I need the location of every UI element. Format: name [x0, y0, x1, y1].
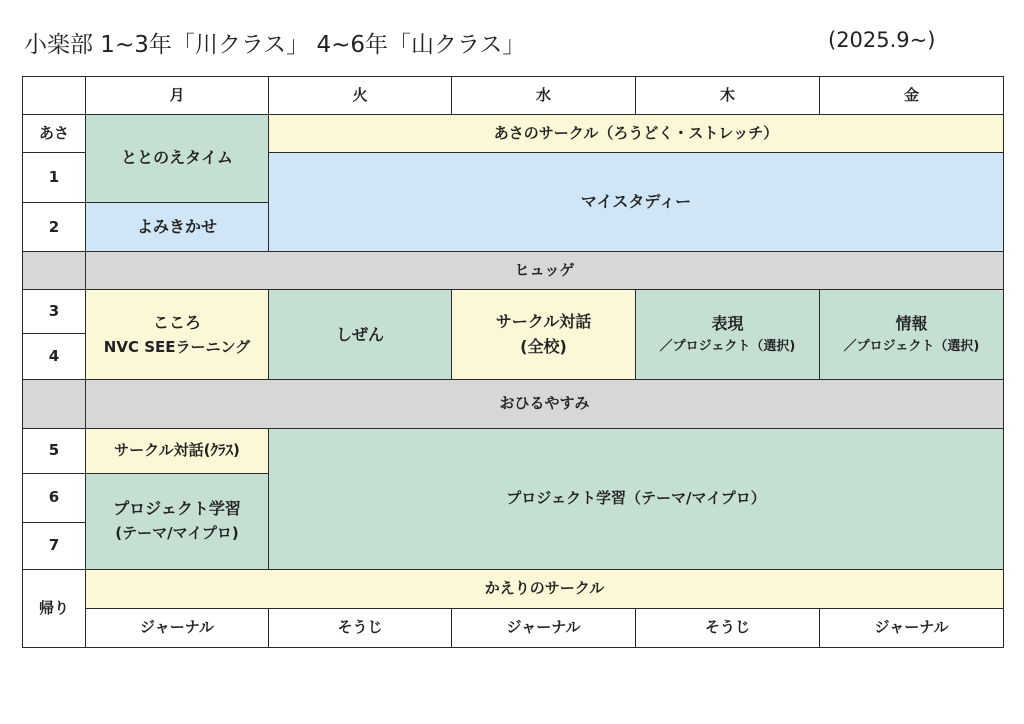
page-title: 小楽部 1~3年「川クラス」 4~6年「山クラス」	[24, 32, 526, 58]
cell-asa-circle: あさのサークル（ろうどく・ストレッチ）	[269, 115, 1004, 153]
period-label-6: 6	[23, 473, 86, 522]
break-label-ohiru	[23, 380, 86, 428]
period-label-3: 3	[23, 290, 86, 334]
cell-circle-class: サークル対話(ｸﾗｽ)	[86, 428, 269, 473]
cell-project-mon-title: プロジェクト学習	[113, 499, 241, 519]
period-label-asa: あさ	[23, 115, 86, 153]
schedule-date: (2025.9~)	[828, 28, 936, 52]
cell-circle-dialogue	[452, 290, 636, 380]
cell-project-mon-subtitle: (テーマ/マイプロ)	[115, 523, 239, 542]
period-label-2: 2	[23, 203, 86, 252]
cell-yomikikase: よみきかせ	[86, 203, 269, 252]
cell-shizen: しぜん	[269, 290, 452, 380]
cell-jouhou-subtitle: ／プロジェクト（選択)	[843, 339, 980, 355]
period-label-7: 7	[23, 522, 86, 569]
period-label-1: 1	[23, 153, 86, 203]
cell-circle-dialogue-subtitle: (全校)	[520, 336, 567, 356]
period-label-4: 4	[23, 334, 86, 380]
cell-kokoro-subtitle: NVC SEEラーニング	[103, 337, 251, 356]
cell-kokoro-title: こころ	[152, 312, 201, 332]
cell-journal-fri: ジャーナル	[820, 608, 1004, 647]
cell-project-main: プロジェクト学習（テーマ/マイプロ）	[269, 428, 1004, 569]
day-header-thu: 木	[636, 77, 820, 115]
break-label-hygge	[23, 252, 86, 290]
cell-jouhou-title: 情報	[895, 314, 928, 334]
cell-kokoro	[86, 290, 269, 380]
cell-ohiru-yasumi: おひるやすみ	[86, 380, 1004, 428]
cell-hyougen	[636, 290, 820, 380]
timetable	[22, 76, 1004, 648]
cell-souji-tue: そうじ	[269, 608, 452, 647]
cell-souji-thu: そうじ	[636, 608, 820, 647]
cell-kaeri-circle: かえりのサークル	[86, 569, 1004, 608]
cell-hygge: ヒュッゲ	[86, 252, 1004, 290]
corner-cell	[23, 77, 86, 115]
cell-journal-wed: ジャーナル	[452, 608, 636, 647]
cell-project-mon	[86, 473, 269, 569]
cell-hyougen-title: 表現	[711, 314, 744, 334]
cell-jouhou	[820, 290, 1004, 380]
cell-journal-mon: ジャーナル	[86, 608, 269, 647]
period-label-5: 5	[23, 428, 86, 473]
day-header-mon: 月	[86, 77, 269, 115]
cell-circle-dialogue-title: サークル対話	[495, 312, 592, 332]
day-header-tue: 火	[269, 77, 452, 115]
day-header-fri: 金	[820, 77, 1004, 115]
cell-my-study: マイスタディー	[269, 153, 1004, 252]
day-header-wed: 水	[452, 77, 636, 115]
cell-hyougen-subtitle: ／プロジェクト（選択)	[659, 339, 796, 355]
cell-totonoe-time: ととのえタイム	[86, 115, 269, 203]
period-label-kaeri: 帰り	[23, 569, 86, 647]
